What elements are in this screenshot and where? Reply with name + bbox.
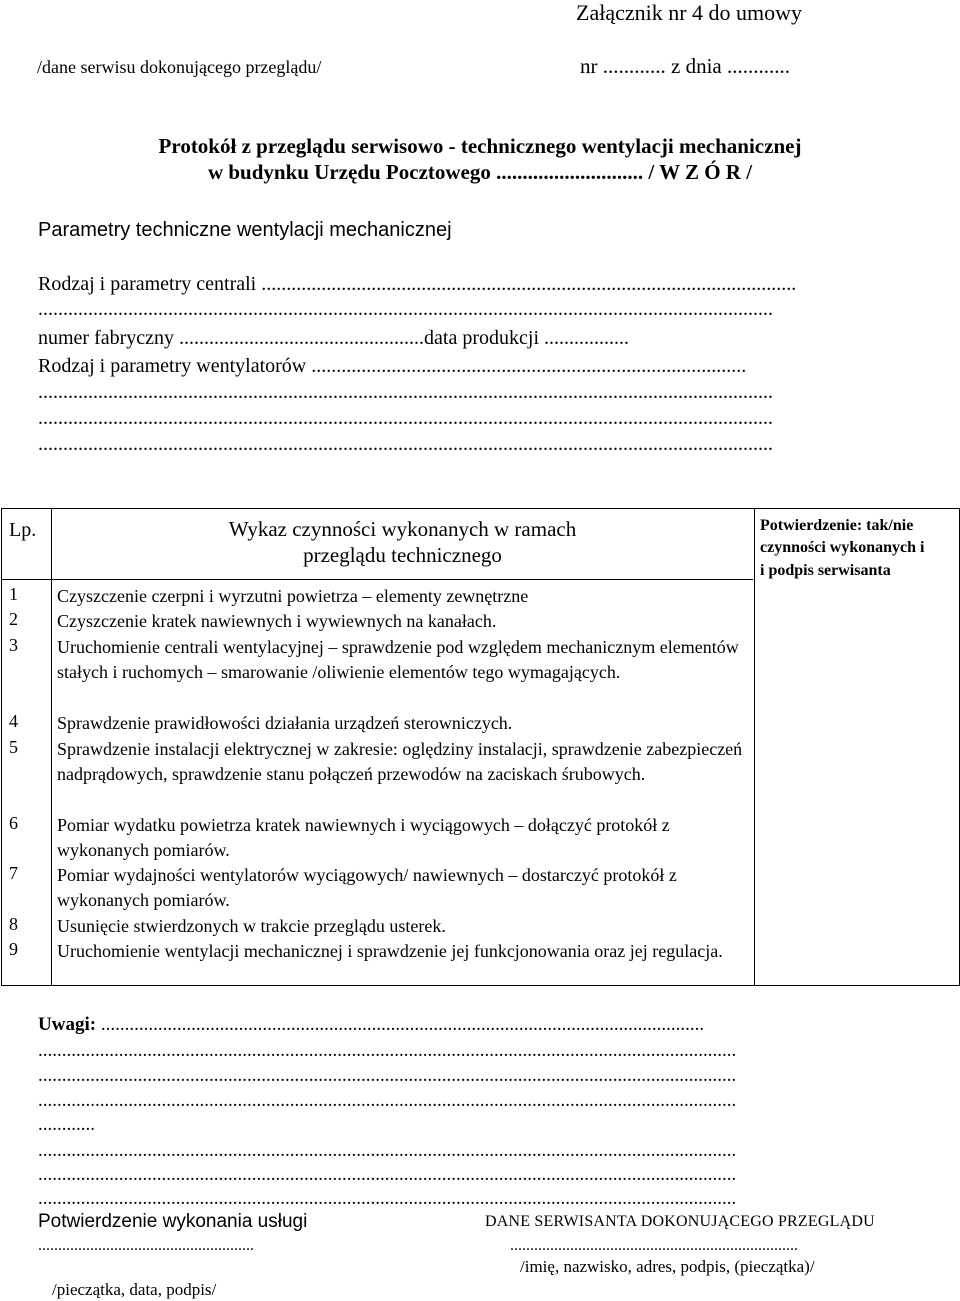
fans-params-continuation-2: ................................................................................................................................................... [38,407,773,429]
activities-table [1,508,960,986]
remarks-line-8: ................................................................................................................................................... [38,1188,737,1209]
col-lp-header: Lp. [9,519,37,541]
row-number: 5 [9,737,18,757]
remarks-dots: ............................................................................................................................... [100,1014,705,1035]
table-divider-confirm [754,509,755,985]
fans-params-field: Rodzaj i parametry wentylatorów ....................................................................................... [38,355,747,377]
row-number: 2 [9,609,18,629]
row-text: Sprawdzenie instalacji elektrycznej w zakresie: oględziny instalacji, sprawdzenie zabezpieczeń nadprądowych, sprawdzenie stanu połączeń przewodów na zaciskach śrubowych. [57,739,743,784]
serial-number-field: numer fabryczny .................................................data produkcji ................. [38,327,630,349]
row-text: Uruchomienie centrali wentylacyjnej – sprawdzenie pod względem mechanicznym elementów stałych i ruchomych – smarowanie /oliwienie elementów tego wymagających. [57,637,739,682]
row-text: Pomiar wydatku powietrza kratek nawiewnych i wyciągowych – dołączyć protokół z wykonanych pomiarów. [57,815,670,860]
document-title: Protokół z przeglądu serwisowo - technicznego wentylacji mechanicznej [158,134,802,158]
confirm-caption: /pieczątka, data, podpis/ [52,1280,217,1299]
row-text: Usunięcie stwierdzonych w trakcie przeglądu usterek. [57,916,446,936]
row-number: 3 [9,635,18,655]
row-text: Uruchomienie wentylacji mechanicznej i sprawdzenie jej funkcjonowania oraz jej regulacja. [57,941,723,961]
remarks-line-2: ................................................................................................................................................... [38,1040,737,1061]
serviceman-signature-line: ........................................................................ [510,1237,798,1254]
remarks-line-4: ................................................................................................................................................... [38,1090,737,1111]
remarks-line-6: ................................................................................................................................................... [38,1140,737,1161]
fans-params-continuation-3: ................................................................................................................................................... [38,433,773,455]
row-text: Czyszczenie czerpni i wyrzutni powietrza – elementy zewnętrzne [57,586,529,606]
row-number: 8 [9,914,18,934]
central-params-continuation: ................................................................................................................................................... [38,298,773,320]
row-number: 7 [9,863,18,883]
col-confirm-header-line3: i podpis serwisanta [760,562,891,579]
serviceman-data-label: DANE SERWISANTA DOKONUJĄCEGO PRZEGLĄDU [485,1213,875,1230]
remarks-line-5: ............ [38,1114,95,1135]
confirm-service-label: Potwierdzenie wykonania usługi [38,1211,308,1232]
table-header-divider [2,579,753,580]
serviceman-caption: /imię, nazwisko, adres, podpis, (pieczątka)/ [520,1257,815,1276]
remarks-line-1 [38,1014,918,1036]
row-number: 4 [9,711,18,731]
document-title-building: w budynku Urzędu Pocztowego ............................ / W Z Ó R / [207,160,753,184]
row-text: Czyszczenie kratek nawiewnych i wywiewnych na kanałach. [57,611,497,631]
confirm-signature-line: ...................................................... [38,1237,254,1254]
service-data-label: /dane serwisu dokonującego przeglądu/ [37,57,322,77]
table-divider-lp [51,509,52,985]
row-number: 9 [9,939,18,959]
central-params-field: Rodzaj i parametry centrali ........................................................................................................... [38,273,797,295]
row-text: Sprawdzenie prawidłowości działania urządzeń sterowniczych. [57,713,513,733]
remarks-line-3: ................................................................................................................................................... [38,1065,737,1086]
col-activity-header-line1: Wykaz czynności wykonanych w ramach [228,517,577,541]
row-text: Pomiar wydajności wentylatorów wyciągowych/ nawiewnych – dostarczyć protokół z wykonanych pomiarów. [57,865,677,910]
row-number: 1 [9,584,18,604]
params-heading: Parametry techniczne wentylacji mechanicznej [38,219,452,241]
contract-number-line: nr ............ z dnia ............ [580,54,790,78]
col-confirm-header-line2: czynności wykonanych i [760,539,925,556]
col-activity-header-line2: przeglądu technicznego [303,543,502,567]
remarks-line-7: ................................................................................................................................................... [38,1164,737,1185]
attachment-label: Załącznik nr 4 do umowy [576,0,803,25]
col-confirm-header-line1: Potwierdzenie: tak/nie [760,517,914,534]
remarks-label: Uwagi: [38,1014,97,1035]
row-number: 6 [9,813,18,833]
fans-params-continuation-1: ................................................................................................................................................... [38,381,773,403]
